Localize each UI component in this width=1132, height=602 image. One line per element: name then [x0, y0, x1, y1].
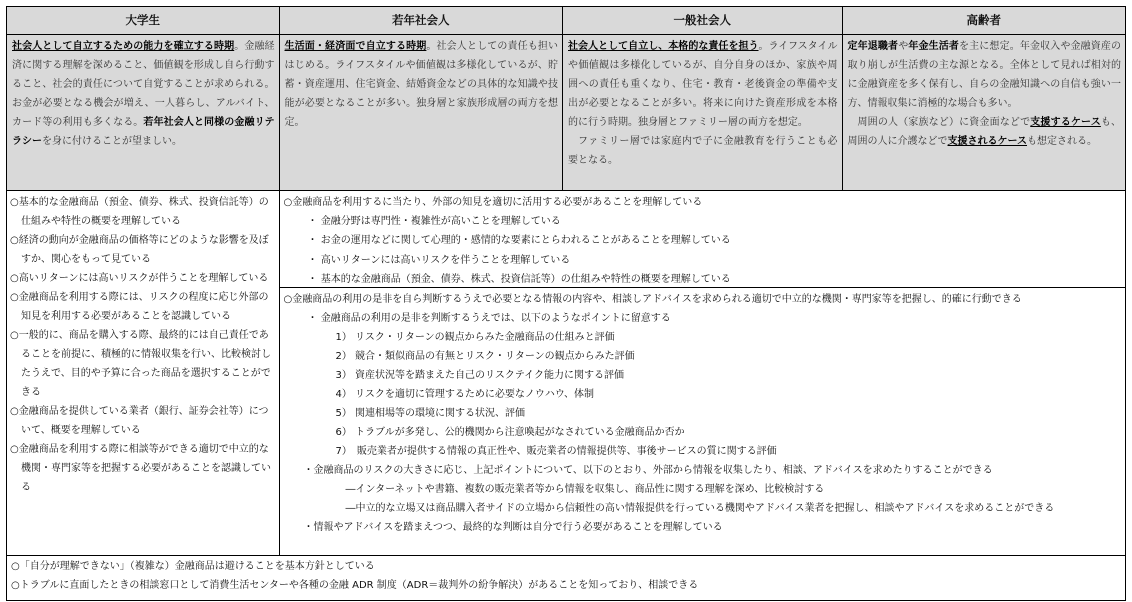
- footer-item: ○トラブルに直面したときの相談窓口として消費生活センターや各種の金融 ADR 制度（ADR＝裁判外の紛争解決）があることを知っており、相談できる: [11, 580, 699, 591]
- list-item: ・ 基本的な金融商品（預金、債券、株式、投資信託等）の仕組みや特性の概要を理解している: [307, 273, 731, 285]
- dash-item: ―インターネットや書籍、複数の販売業者等から情報を収集し、商品性に関する理解を深め、比較検討する: [345, 484, 825, 495]
- point-item: 1） リスク・リターンの観点からみた金融商品の仕組みと評価: [335, 332, 615, 343]
- desc-young-adult: [280, 35, 564, 190]
- desc-general-key: 社会人として自立し、本格的な責任を担う: [568, 41, 759, 52]
- student-criteria: [7, 191, 280, 555]
- desc-student: [7, 35, 280, 190]
- desc-elderly-b2: 年金生活者: [908, 41, 960, 52]
- desc-elderly-mid: や: [898, 41, 909, 52]
- list-item: ・金融商品のリスクの大きさに応じ、上記ポイントについて、以下のとおり、外部から情報を収集したり、相談、アドバイスを求めたりすることができる: [303, 465, 993, 476]
- judgment-section: [280, 288, 1125, 539]
- footer-item: ○「自分が理解できない」（複雑な）金融商品は避けることを基本方針としている: [11, 561, 375, 572]
- desc-elderly-note-b: も、周囲の人に介護などで: [847, 117, 1122, 147]
- desc-student-end: を身に付けることが望ましい。: [42, 136, 182, 147]
- point-item: 3） 資産状況等を踏まえた自己のリスクテイク能力に関する評価: [335, 370, 624, 381]
- common-criteria-footer: [7, 556, 1125, 600]
- desc-student-text: 。金融経済に関する理解を深めること、価値観を形成し自ら行動すること、社会的責任について自覚することが求められる。お金が必要となる機会が増え、一人暮らし、アルバイト、カード等の利用も多くなる。: [12, 41, 275, 128]
- desc-elderly: [843, 35, 1126, 190]
- header-row: [7, 7, 1125, 35]
- desc-student-key: 社会人として自立するための能力を確立する時期: [12, 41, 235, 52]
- dash-item: ―中立的な立場又は商品購入者サイドの立場から信頼性の高い情報提供を行っている機関やアドバイス業者を把握し、相談やアドバイスを求めることができる: [345, 503, 1055, 514]
- adult-criteria: [280, 191, 1125, 555]
- financial-literacy-table: [6, 6, 1126, 601]
- section-title: ○金融商品を利用するに当たり、外部の知見を適切に活用する必要があることを理解している: [283, 197, 703, 208]
- student-item: ○金融商品を利用する際には、リスクの程度に応じ外部の知見を利用する必要があることを認識している: [10, 292, 269, 322]
- header-elderly: 高齢者: [843, 7, 1126, 34]
- desc-elderly-note: [848, 113, 1122, 151]
- section-title: ○金融商品の利用の是非を自ら判断するうえで必要となる情報の内容や、相談しアドバイスを求められる適切で中立的な機関・専門家等を把握し、的確に行動できる: [283, 294, 1022, 305]
- student-item: ○経済の動向が金融商品の価格等にどのような影響を及ぼすか、関心をもって見ている: [10, 235, 269, 265]
- description-row: [7, 35, 1125, 191]
- list-item: ・ 高いリターンには高いリスクを伴うことを理解している: [307, 254, 571, 266]
- list-item: ・情報やアドバイスを踏まえつつ、最終的な判断は自分で行う必要があることを理解している: [303, 522, 723, 533]
- student-item: ○一般的に、商品を購入する際、最終的には自己責任であることを前提に、積極的に情報収集を行い、比較検討したうえで、目的や予算に合った商品を選択することができる: [10, 330, 271, 398]
- point-item: 5） 関連相場等の環境に関する状況、評価: [335, 408, 526, 419]
- desc-young-text: 。社会人としての責任も担いはじめる。ライフスタイルや価値観は多様化しているが、貯蓄・資産運用、住宅資金、結婚資金などの具体的な知識や技能が必要となることが多い。独身層と家族形成層の両方を想定。: [284, 41, 559, 128]
- list-item: ・ 金融分野は専門性・複雑性が高いことを理解している: [307, 216, 561, 228]
- header-general-adult: 一般社会人: [563, 7, 843, 34]
- desc-elderly-text: を主に想定。年金収入や金融資産の取り崩しが生活費の主な源となる。全体として見れば相対的に金融資産を多く保有し、自らの金融知識への自信も強い一方、情報収集に消極的な場合も多い。: [847, 41, 1122, 109]
- desc-elderly-support: 支援するケース: [1030, 117, 1101, 128]
- point-item: 6） トラブルが多発し、公的機関から注意喚起がなされている金融商品か否か: [335, 427, 685, 438]
- desc-student-bold: 若年社会人と同様の金融リテラシー: [12, 117, 275, 147]
- header-student: 大学生: [7, 7, 280, 34]
- desc-elderly-b1: 定年退職者: [847, 41, 899, 52]
- list-item: ・ 金融商品の利用の是非を判断するうえでは、以下のようなポイントに留意する: [307, 313, 671, 324]
- desc-elderly-supported: 支援されるケース: [947, 136, 1028, 147]
- desc-general-text: 。ライフスタイルや価値観は多様化しているが、自分自身のほか、家族や周囲への責任も重くなり、住宅・教育・老後資金の準備や支出が必要となることが多い。将来に向けた資産形成を本格的に行う時期。独身層とファミリー層の両方を想定。: [568, 41, 838, 128]
- desc-elderly-note-c: も想定される。: [1027, 136, 1098, 147]
- list-item: ・ お金の運用などに関して心理的・感情的な要素にとらわれることがあることを理解している: [307, 235, 731, 247]
- desc-elderly-note-a: 周囲の人（家族など）に資金面などで: [857, 117, 1031, 128]
- content-row: [7, 191, 1125, 556]
- header-young-adult: 若年社会人: [280, 7, 564, 34]
- desc-young-key: 生活面・経済面で自立する時期: [284, 41, 427, 52]
- point-item: 7） 販売業者が提供する情報の真正性や、販売業者の情報提供等、事後サービスの質に関する評価: [335, 446, 777, 457]
- student-item: ○基本的な金融商品（預金、債券、株式、投資信託等）の仕組みや特性の概要を理解している: [10, 197, 269, 227]
- student-item: ○金融商品を利用する際に相談等ができる適切で中立的な機関・専門家等を把握する必要があることを認識している: [10, 444, 271, 493]
- student-item: ○金融商品を提供している業者（銀行、証券会社等）について、概要を理解している: [10, 406, 269, 436]
- desc-general-adult: [563, 35, 843, 190]
- student-item: ○高いリターンには高いリスクが伴うことを理解している: [10, 273, 269, 284]
- point-item: 4） リスクを適切に管理するために必要なノウハウ、体制: [335, 389, 595, 400]
- point-item: 2） 競合・類似商品の有無とリスク・リターンの観点からみた評価: [335, 351, 635, 362]
- external-knowledge-section: [280, 191, 1125, 288]
- desc-general-note: ファミリー層では家庭内で子に金融教育を行うことも必要となる。: [568, 136, 838, 166]
